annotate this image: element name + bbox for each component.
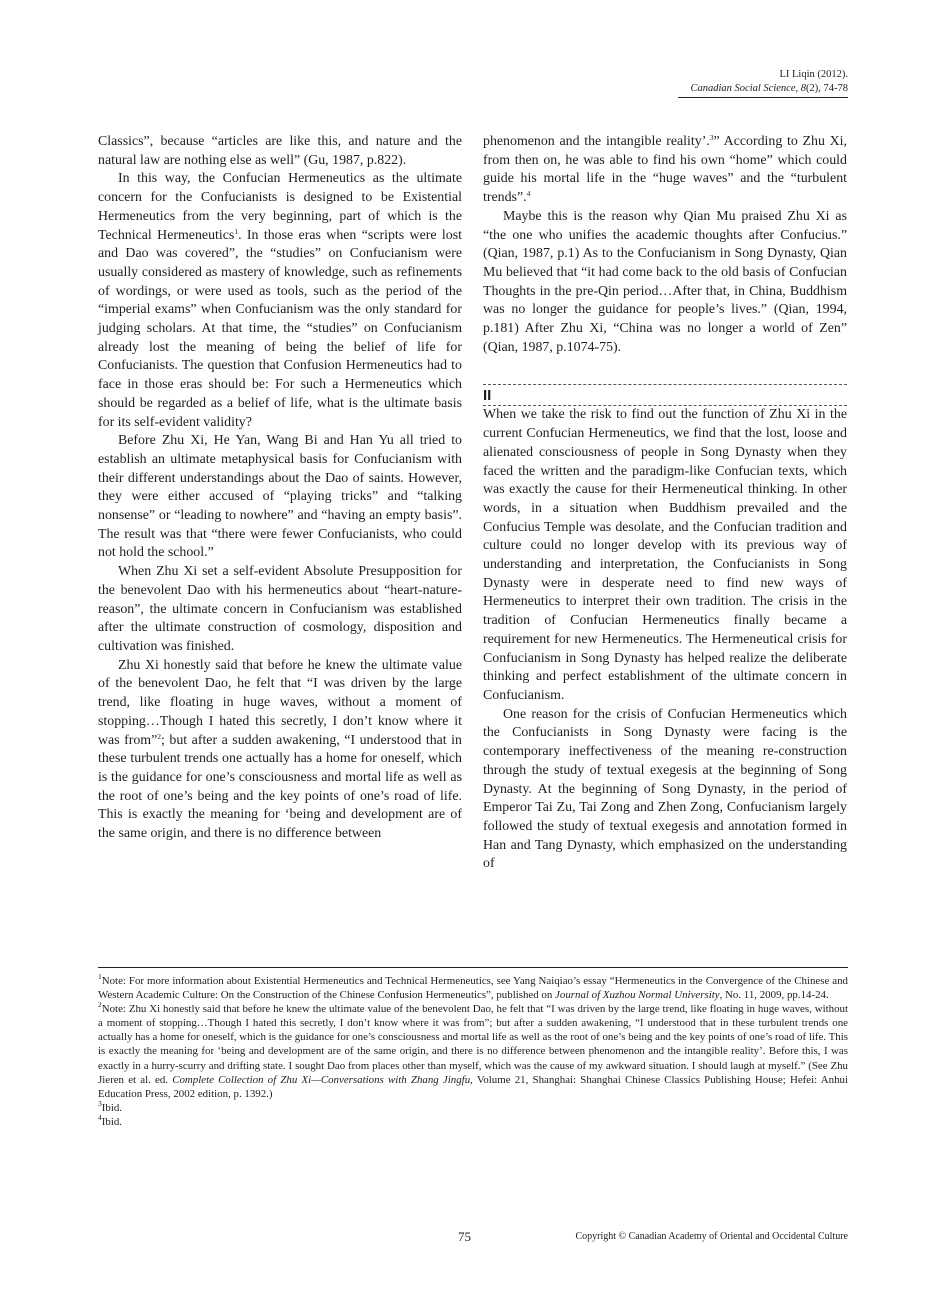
footnote-2-tail: , Volume 21, Shanghai: Shanghai Chinese Classics Publishing House; Hefei: Anhui Education Press, 2002 edition, p. 1392.): [98, 1073, 848, 1100]
left-paragraph-5: [98, 657, 462, 844]
header-volume: 8: [800, 83, 806, 94]
left-p2-text-a: In this way, the Confucian Hermeneutics as the ultimate concern for the Confucianists is designed to be Existential Hermeneutics from the very beginning, part of which is the Technical Hermeneutics: [98, 171, 462, 243]
right-column: [483, 133, 847, 874]
section-heading-block: [483, 384, 847, 406]
footnote-2-number: 2: [98, 1000, 102, 1010]
footnote-1: [98, 974, 848, 1002]
header-journal-line: Canadian Social Science, 8(2), 74-78: [690, 83, 848, 94]
footnote-1-journal: Journal of Xuzhou Normal University: [555, 989, 720, 1002]
right-p1-text-b: ” According to Zhu Xi, from then on, he was able to find his own “home” which could guide his mortal life in the “huge waves” and the “turbulent trends”.: [483, 134, 847, 206]
section-title: II: [483, 387, 492, 405]
footnote-ref-2[interactable]: 2: [157, 731, 162, 741]
footnote-4-text: Ibid.: [101, 1115, 123, 1128]
header-issue-pages: (2), 74-78: [806, 83, 848, 94]
footnote-4: [98, 1112, 848, 1129]
footnote-4-number: 4: [98, 1112, 102, 1122]
left-column: [98, 133, 462, 844]
header-citation: LI Liqin (2012).: [779, 69, 848, 80]
right-paragraph-2: Maybe this is the reason why Qian Mu praised Zhu Xi as “the one who unifies the academic thoughts after Confucius.” (Qian, 1987, p.1) As to the Confucianism in Song Dynasty, Qian Mu believed that “it had come back to the old basis of Confucian Thoughts in the pre-Qin period…After that, in China, Buddhism was no longer the guidance for people’s lives.” (Qian, 1994, p.181) After Zhu Xi, “China was no longer a world of Zen” (Qian, 1987, p.1074-75).: [483, 208, 847, 355]
left-p5-text-b: ; but after a sudden awakening, “I understood that in these turbulent trends one actually has a home for oneself, which is the guidance for one’s consciousness and mortal life as well as the root of one’s being and the key points of one’s road of life. This is exactly the meaning for ‘being and development are of the same origin, and there is no difference between: [98, 732, 462, 842]
footnote-3: [98, 1098, 848, 1115]
right-paragraph-1: [483, 133, 847, 208]
footnote-2: [98, 1002, 848, 1101]
footnote-2-text: Note: Zhu Xi honestly said that before he knew the ultimate value of the benevolent Dao, he felt that “I was driven by the large trend, like floating in huge waves, without a moment of stopping…Though I hated this secretly, I don’t know where it was from”; but after a sudden awakening, “I understood that in these turbulent trends one actually has a home for oneself, which is the guidance for one’s consciousness and mortal life as well as the root of one’s being and the key points of one’s road of life. This is exactly the meaning for ‘being and development are of the same origin, and there is no difference between phenomenon and the intangible reality’. Before this, I was exactly in a hurry-scurry and drifting state. I sought Dao from places other than myself, which was the cause of my awkward situation. I should laugh at myself.” (See Zhu Jieren et al. ed.: [98, 1003, 848, 1086]
left-paragraph-4: When Zhu Xi set a self-evident Absolute Presupposition for the benevolent Dao with his hermeneutics about “heart-nature-reason”, the ultimate concern in Confucianism was established after the ultimate construction of cosmology, disposition and cultivation was finished.: [98, 564, 462, 654]
right-paragraph-4: One reason for the crisis of Confucian Hermeneutics which the Confucianists in Song Dynasty were facing is the contemporary ineffectiveness of the meaning re-construction through the study of textual exegesis at the beginning of Song Dynasty. At the beginning of Song Dynasty, in the period of Emperor Tai Zu, Tai Zong and Zhen Zong, Confucianism largely followed the study of textual exegesis and annotation formed in Han and Tang Dynasty, which emphasized on the understanding of: [483, 706, 847, 872]
footnote-ref-3[interactable]: 3: [709, 133, 714, 142]
footnote-1-number: 1: [98, 972, 102, 981]
running-header: [678, 68, 848, 98]
left-paragraph-3: Before Zhu Xi, He Yan, Wang Bi and Han Yu all tried to establish an ultimate metaphysical basis for Confucianism with their different understandings about the Dao of saints. However, they were either accused of “playing tricks” and “talking nonsense” or “leading to nowhere” and “having an empty basis”. The result was that “there were fewer Confucianists, who could not hold the school.”: [98, 433, 462, 561]
right-paragraph-3: When we take the risk to find out the function of Zhu Xi in the current Confucian Hermeneutics, we find that the lost, loose and alienated consciousness of people in Song Dynasty when they faced the written and the paradigm-like Confucian texts, which was exactly the cause for their Hermeneutical thinking. In other words, in a situation when Buddhism prevailed and the Confucius Temple was desolate, and the Confucian tradition and culture could no longer develop with its previous way of understanding and interpretation, the Confucianists in Song Dynasty were in desperate need to find new ways of Hermeneutics to interpret their own tradition. The crisis in the tradition of Confucian Hermeneutics finally became a requirement for new Hermeneutics. The Hermeneutical crisis for Confucianism in Song Dynasty has helped realize the deliberate thinking and perfect establishment of the ultimate concern in Confucianism.: [483, 407, 847, 703]
left-paragraph-2: [98, 170, 462, 432]
footnote-2-book: Complete Collection of Zhu Xi—Conversations with Zhang Jingfu: [172, 1073, 471, 1086]
page-number: 75: [458, 1229, 471, 1244]
footnotes: [98, 967, 848, 1129]
footnote-3-number: 3: [98, 1098, 102, 1108]
left-p5-text-a: Zhu Xi honestly said that before he knew the ultimate value of the benevolent Dao, he felt that “I was driven by the large trend, like floating in huge waves, without a moment of stopping…Though I hated this secretly, I don’t know where it was from”: [98, 657, 462, 748]
header-journal: Canadian Social Science: [690, 83, 796, 94]
header-rule: [678, 97, 848, 98]
left-paragraph-1: Classics”, because “articles are like this, and nature and the natural law are nothing else as well” (Gu, 1987, p.822).: [98, 134, 462, 168]
right-p1-text-a: phenomenon and the intangible reality’.: [483, 134, 710, 149]
footnote-1-text: Note: For more information about Existential Hermeneutics and Technical Hermeneutics, see Yang Naiqiao’s essay “Hermeneutics in the Convergence of the Chinese and Western Academic Culture: On the Construction of the Chinese Confusion Hermeneutics”, published on: [98, 975, 848, 1002]
copyright-notice: Copyright © Canadian Academy of Oriental and Occidental Culture: [575, 1231, 848, 1242]
footnote-1-tail: , No. 11, 2009, pp.14-24.: [719, 989, 829, 1002]
footnote-ref-1[interactable]: 1: [234, 226, 239, 236]
footnote-3-text: Ibid.: [101, 1101, 123, 1114]
left-p2-text-b: . In those eras when “scripts were lost and Dao was covered”, the “studies” on Confucianism were usually considered as mastery of knowledge, such as refinements of wordings, or were used as tools, such as the period of the “imperial exams” when Confucianism was the only standard for judging scholars. At that time, the “studies” on Confucianism already lost the meaning of being the belief of life for Confucianists. The question that Confusion Hermeneutics had to face in those eras should be: For such a Hermeneutics which should be regarded as a belief of life, what is the ultimate basis for its self-evident validity?: [98, 227, 462, 430]
footnote-ref-4[interactable]: 4: [526, 189, 531, 199]
